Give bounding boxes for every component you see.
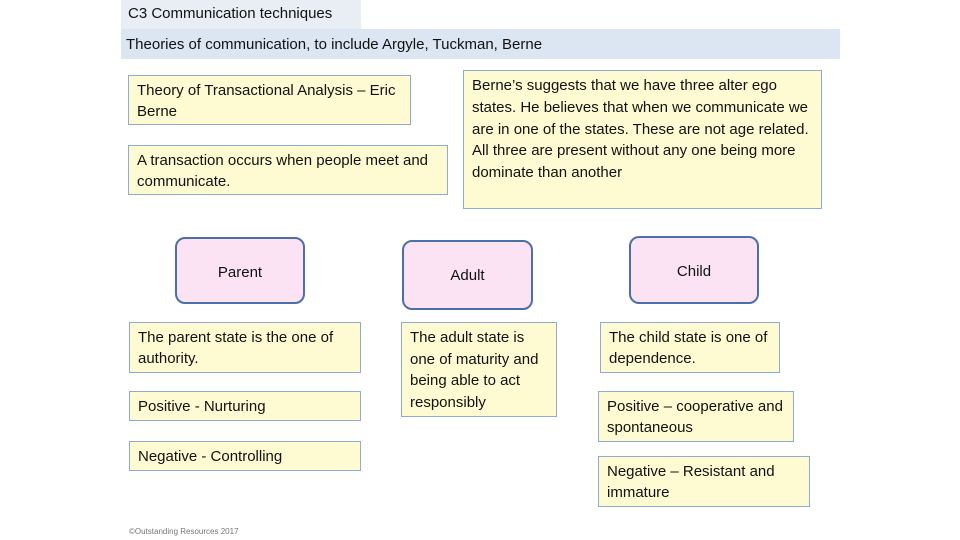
child-state-label: Child [676,263,712,280]
child-description-box: The child state is one of dependence. [600,322,780,373]
parent-positive-box: Positive - Nurturing [129,391,361,421]
parent-description-box: The parent state is the one of authority. [129,322,361,373]
adult-state [402,240,533,310]
theory-title-box: Theory of Transactional Analysis – Eric Berne [128,75,411,125]
page-subtitle: Theories of communication, to include Argyle, Tuckman, Berne [121,29,840,59]
child-positive-box: Positive – cooperative and spontaneous [598,391,794,442]
adult-state-label: Adult [450,267,485,284]
parent-negative-box: Negative - Controlling [129,441,361,471]
transaction-definition-box: A transaction occurs when people meet and communicate. [128,145,448,195]
child-negative-box: Negative – Resistant and immature [598,456,810,507]
berne-summary-box: Berne’s suggests that we have three alter ego states. He believes that when we communicate we are in one of the states. These are not age related. All three are present without any one being more dominate than another [463,70,822,209]
adult-description-box: The adult state is one of maturity and being able to act responsibly [401,322,557,417]
unit-title: C3 Communication techniques [121,0,361,29]
parent-state-label: Parent [217,264,263,281]
copyright-footer: ©Outstanding Resources 2017 [129,527,239,536]
child-state [629,236,759,304]
parent-state [175,237,305,304]
